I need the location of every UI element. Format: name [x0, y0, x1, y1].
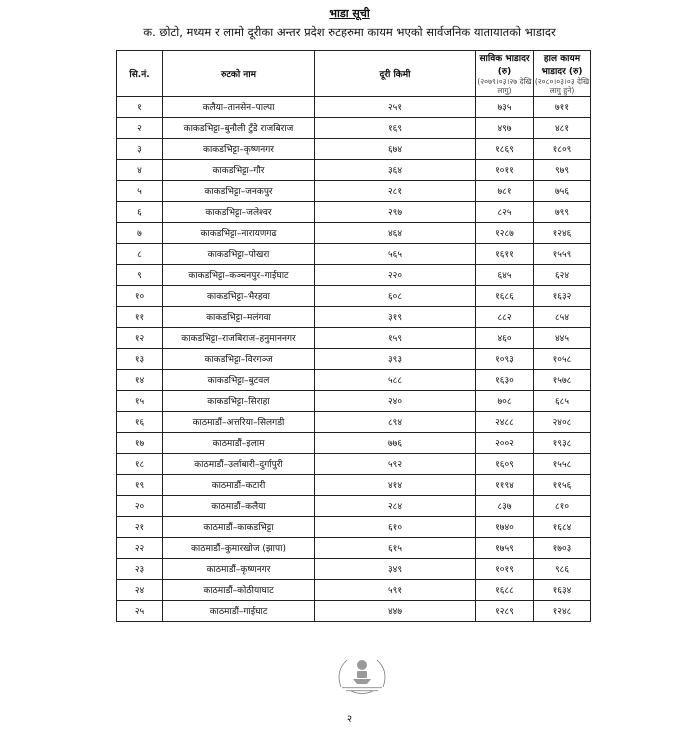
office-seal-stamp — [333, 651, 391, 697]
cell-route: काठमाडौं–कुमारखोज (झापा) — [163, 537, 315, 558]
cell-route: काकडभिट्टा–बुटवल — [163, 369, 315, 390]
cell-old-fare: ४६० — [476, 327, 534, 348]
header-old-fare — [476, 51, 534, 97]
cell-distance: ६१५ — [315, 537, 476, 558]
cell-sn: ११ — [117, 306, 163, 327]
cell-old-fare: १७५९ — [476, 537, 534, 558]
cell-sn: १९ — [117, 474, 163, 495]
header-route: रुटको नाम — [163, 51, 315, 97]
fare-table-body — [117, 96, 591, 621]
fare-table — [116, 50, 591, 622]
cell-route: काठमाडौं–गाईघाट — [163, 600, 315, 621]
cell-route: काकडभिट्टा–सिराहा — [163, 390, 315, 411]
table-row — [117, 159, 591, 180]
table-row — [117, 411, 591, 432]
cell-sn: २० — [117, 495, 163, 516]
cell-new-fare: ७५६ — [534, 180, 591, 201]
cell-route: काठमाडौं–कलैया — [163, 495, 315, 516]
cell-route: काठमाडौं–उर्लाबारी–दुर्गापुरी — [163, 453, 315, 474]
cell-old-fare: १०११ — [476, 159, 534, 180]
cell-distance: ३४९ — [315, 558, 476, 579]
cell-new-fare: १६३४ — [534, 579, 591, 600]
cell-distance: ४६४ — [315, 222, 476, 243]
table-row — [117, 306, 591, 327]
table-row — [117, 579, 591, 600]
cell-sn: १३ — [117, 348, 163, 369]
cell-distance: ५८८ — [315, 369, 476, 390]
cell-old-fare: १८६९ — [476, 138, 534, 159]
cell-sn: १२ — [117, 327, 163, 348]
cell-old-fare: १२८७ — [476, 222, 534, 243]
cell-new-fare: ६८५ — [534, 390, 591, 411]
cell-distance: २५१ — [315, 96, 476, 117]
cell-distance: ५९१ — [315, 579, 476, 600]
cell-route: काठमाडौं–अत्तरिया–सिलगडी — [163, 411, 315, 432]
cell-new-fare: १५५८ — [534, 453, 591, 474]
cell-old-fare: २४८८ — [476, 411, 534, 432]
cell-sn: १६ — [117, 411, 163, 432]
cell-route: काठमाडौं–कटारी — [163, 474, 315, 495]
cell-old-fare: ४९७ — [476, 117, 534, 138]
table-row — [117, 264, 591, 285]
cell-sn: ५ — [117, 180, 163, 201]
cell-new-fare: ४८१ — [534, 117, 591, 138]
table-row — [117, 285, 591, 306]
cell-route: काकडभिट्टा–बुनौली टुँडे राजबिराज — [163, 117, 315, 138]
cell-distance: ७७६ — [315, 432, 476, 453]
cell-route: काकडभिट्टा–मलंगवा — [163, 306, 315, 327]
cell-distance: ८९४ — [315, 411, 476, 432]
cell-sn: ८ — [117, 243, 163, 264]
table-row — [117, 201, 591, 222]
cell-old-fare: १६०९ — [476, 453, 534, 474]
cell-route: काठमाडौं–काकडभिट्टा — [163, 516, 315, 537]
cell-new-fare: १५७८ — [534, 369, 591, 390]
cell-new-fare: १२४८ — [534, 600, 591, 621]
cell-old-fare: १७४० — [476, 516, 534, 537]
cell-sn: २२ — [117, 537, 163, 558]
table-row — [117, 327, 591, 348]
table-row — [117, 96, 591, 117]
cell-new-fare: १७०३ — [534, 537, 591, 558]
cell-route: कलैया–तानसेन–पाल्पा — [163, 96, 315, 117]
table-row — [117, 369, 591, 390]
table-row — [117, 138, 591, 159]
cell-distance: १५९ — [315, 327, 476, 348]
cell-sn: २५ — [117, 600, 163, 621]
cell-new-fare: ७९९ — [534, 201, 591, 222]
table-row — [117, 390, 591, 411]
table-row — [117, 243, 591, 264]
cell-route: काकडभिट्टा–विरगञ्ज — [163, 348, 315, 369]
table-row — [117, 600, 591, 621]
cell-distance: ४१४ — [315, 474, 476, 495]
cell-old-fare: ८३७ — [476, 495, 534, 516]
cell-sn: ६ — [117, 201, 163, 222]
cell-old-fare: १६३० — [476, 369, 534, 390]
table-row — [117, 495, 591, 516]
cell-old-fare: ७०८ — [476, 390, 534, 411]
header-old-fare-note: (२०७९।०३।२७ देखि लागु) — [477, 77, 532, 96]
cell-new-fare: ९७९ — [534, 159, 591, 180]
page-title: भाडा सूची — [329, 7, 370, 20]
cell-route: काठमाडौं–कृष्णनगर — [163, 558, 315, 579]
table-row — [117, 432, 591, 453]
cell-old-fare: ७३५ — [476, 96, 534, 117]
cell-route: काकडभिट्टा–जलेश्वर — [163, 201, 315, 222]
table-row — [117, 348, 591, 369]
cell-route: काकडभिट्टा–कञ्चनपुर–गाईघाट — [163, 264, 315, 285]
cell-new-fare: १९३८ — [534, 432, 591, 453]
header-new-fare-label: हाल कायम भाडादर (रु) — [541, 54, 583, 77]
cell-distance: २२० — [315, 264, 476, 285]
cell-sn: ९ — [117, 264, 163, 285]
cell-old-fare: ११९४ — [476, 474, 534, 495]
cell-sn: २३ — [117, 558, 163, 579]
cell-old-fare: २००२ — [476, 432, 534, 453]
cell-route: काकडभिट्टा–कृष्णनगर — [163, 138, 315, 159]
table-row — [117, 222, 591, 243]
cell-new-fare: १६८४ — [534, 516, 591, 537]
page-number: २ — [346, 714, 353, 725]
cell-old-fare: ७८१ — [476, 180, 534, 201]
cell-old-fare: १०९३ — [476, 348, 534, 369]
cell-distance: ६०८ — [315, 285, 476, 306]
table-row — [117, 537, 591, 558]
cell-old-fare: १६११ — [476, 243, 534, 264]
header-sn: सि.नं. — [117, 51, 163, 97]
cell-distance: ३९३ — [315, 348, 476, 369]
cell-distance: ६७४ — [315, 138, 476, 159]
cell-old-fare: १०१९ — [476, 558, 534, 579]
document-subtitle: क. छोटो, मध्यम र लामो दूरीका अन्तर प्रदेश रुटहरुमा कायम भएको सार्वजनिक यातायातको भाडादर — [143, 25, 556, 39]
cell-distance: ६१० — [315, 516, 476, 537]
cell-route: काकडभिट्टा–गौर — [163, 159, 315, 180]
cell-sn: ७ — [117, 222, 163, 243]
cell-route: काठमाडौं–कोठीयाघाट — [163, 579, 315, 600]
cell-sn: २ — [117, 117, 163, 138]
cell-route: काकडभिट्टा–नारायणगढ — [163, 222, 315, 243]
table-row — [117, 453, 591, 474]
cell-sn: २४ — [117, 579, 163, 600]
cell-sn: १५ — [117, 390, 163, 411]
cell-new-fare: ८१० — [534, 495, 591, 516]
cell-route: काकडभिट्टा–राजबिराज–हनुमाननगर — [163, 327, 315, 348]
cell-distance: २८१ — [315, 180, 476, 201]
cell-old-fare: ८२५ — [476, 201, 534, 222]
cell-new-fare: १०५८ — [534, 348, 591, 369]
cell-new-fare: ६२४ — [534, 264, 591, 285]
cell-new-fare: ८५४ — [534, 306, 591, 327]
table-header-row — [117, 51, 591, 97]
cell-distance: ५६५ — [315, 243, 476, 264]
cell-distance: ४४७ — [315, 600, 476, 621]
table-row — [117, 516, 591, 537]
cell-distance: ३६४ — [315, 159, 476, 180]
cell-new-fare: १८०९ — [534, 138, 591, 159]
cell-route: काकडभिट्टा–जनकपुर — [163, 180, 315, 201]
cell-old-fare: १६८८ — [476, 579, 534, 600]
cell-route: काठमाडौं–इलाम — [163, 432, 315, 453]
cell-distance: १६९ — [315, 117, 476, 138]
cell-new-fare: १६३२ — [534, 285, 591, 306]
cell-new-fare: १२४६ — [534, 222, 591, 243]
header-new-fare — [534, 51, 591, 97]
cell-new-fare: २४०८ — [534, 411, 591, 432]
cell-new-fare: ९८६ — [534, 558, 591, 579]
cell-sn: १७ — [117, 432, 163, 453]
table-row — [117, 117, 591, 138]
cell-old-fare: १२८९ — [476, 600, 534, 621]
header-old-fare-label: साविक भाडादर (रु) — [479, 54, 530, 77]
cell-distance: ३१९ — [315, 306, 476, 327]
cell-sn: १० — [117, 285, 163, 306]
header-new-fare-note: (२०८०।०३।०३ देखि लागु हुने) — [534, 77, 590, 96]
cell-sn: १ — [117, 96, 163, 117]
cell-route: काकडभिट्टा–भैरहवा — [163, 285, 315, 306]
cell-distance: २८४ — [315, 495, 476, 516]
cell-old-fare: ८८२ — [476, 306, 534, 327]
cell-route: काकडभिट्टा–पोखरा — [163, 243, 315, 264]
cell-sn: १४ — [117, 369, 163, 390]
cell-distance: २९७ — [315, 201, 476, 222]
cell-old-fare: ६४५ — [476, 264, 534, 285]
cell-sn: १८ — [117, 453, 163, 474]
cell-new-fare: १५५९ — [534, 243, 591, 264]
cell-new-fare: ११५६ — [534, 474, 591, 495]
cell-new-fare: ७११ — [534, 96, 591, 117]
cell-sn: ३ — [117, 138, 163, 159]
cell-new-fare: ४४५ — [534, 327, 591, 348]
cell-distance: २४० — [315, 390, 476, 411]
cell-sn: ४ — [117, 159, 163, 180]
table-row — [117, 180, 591, 201]
cell-sn: २१ — [117, 516, 163, 537]
cell-distance: ५९२ — [315, 453, 476, 474]
cell-old-fare: १६८६ — [476, 285, 534, 306]
table-row — [117, 474, 591, 495]
table-row — [117, 558, 591, 579]
header-distance: दूरी किमी — [315, 51, 476, 97]
